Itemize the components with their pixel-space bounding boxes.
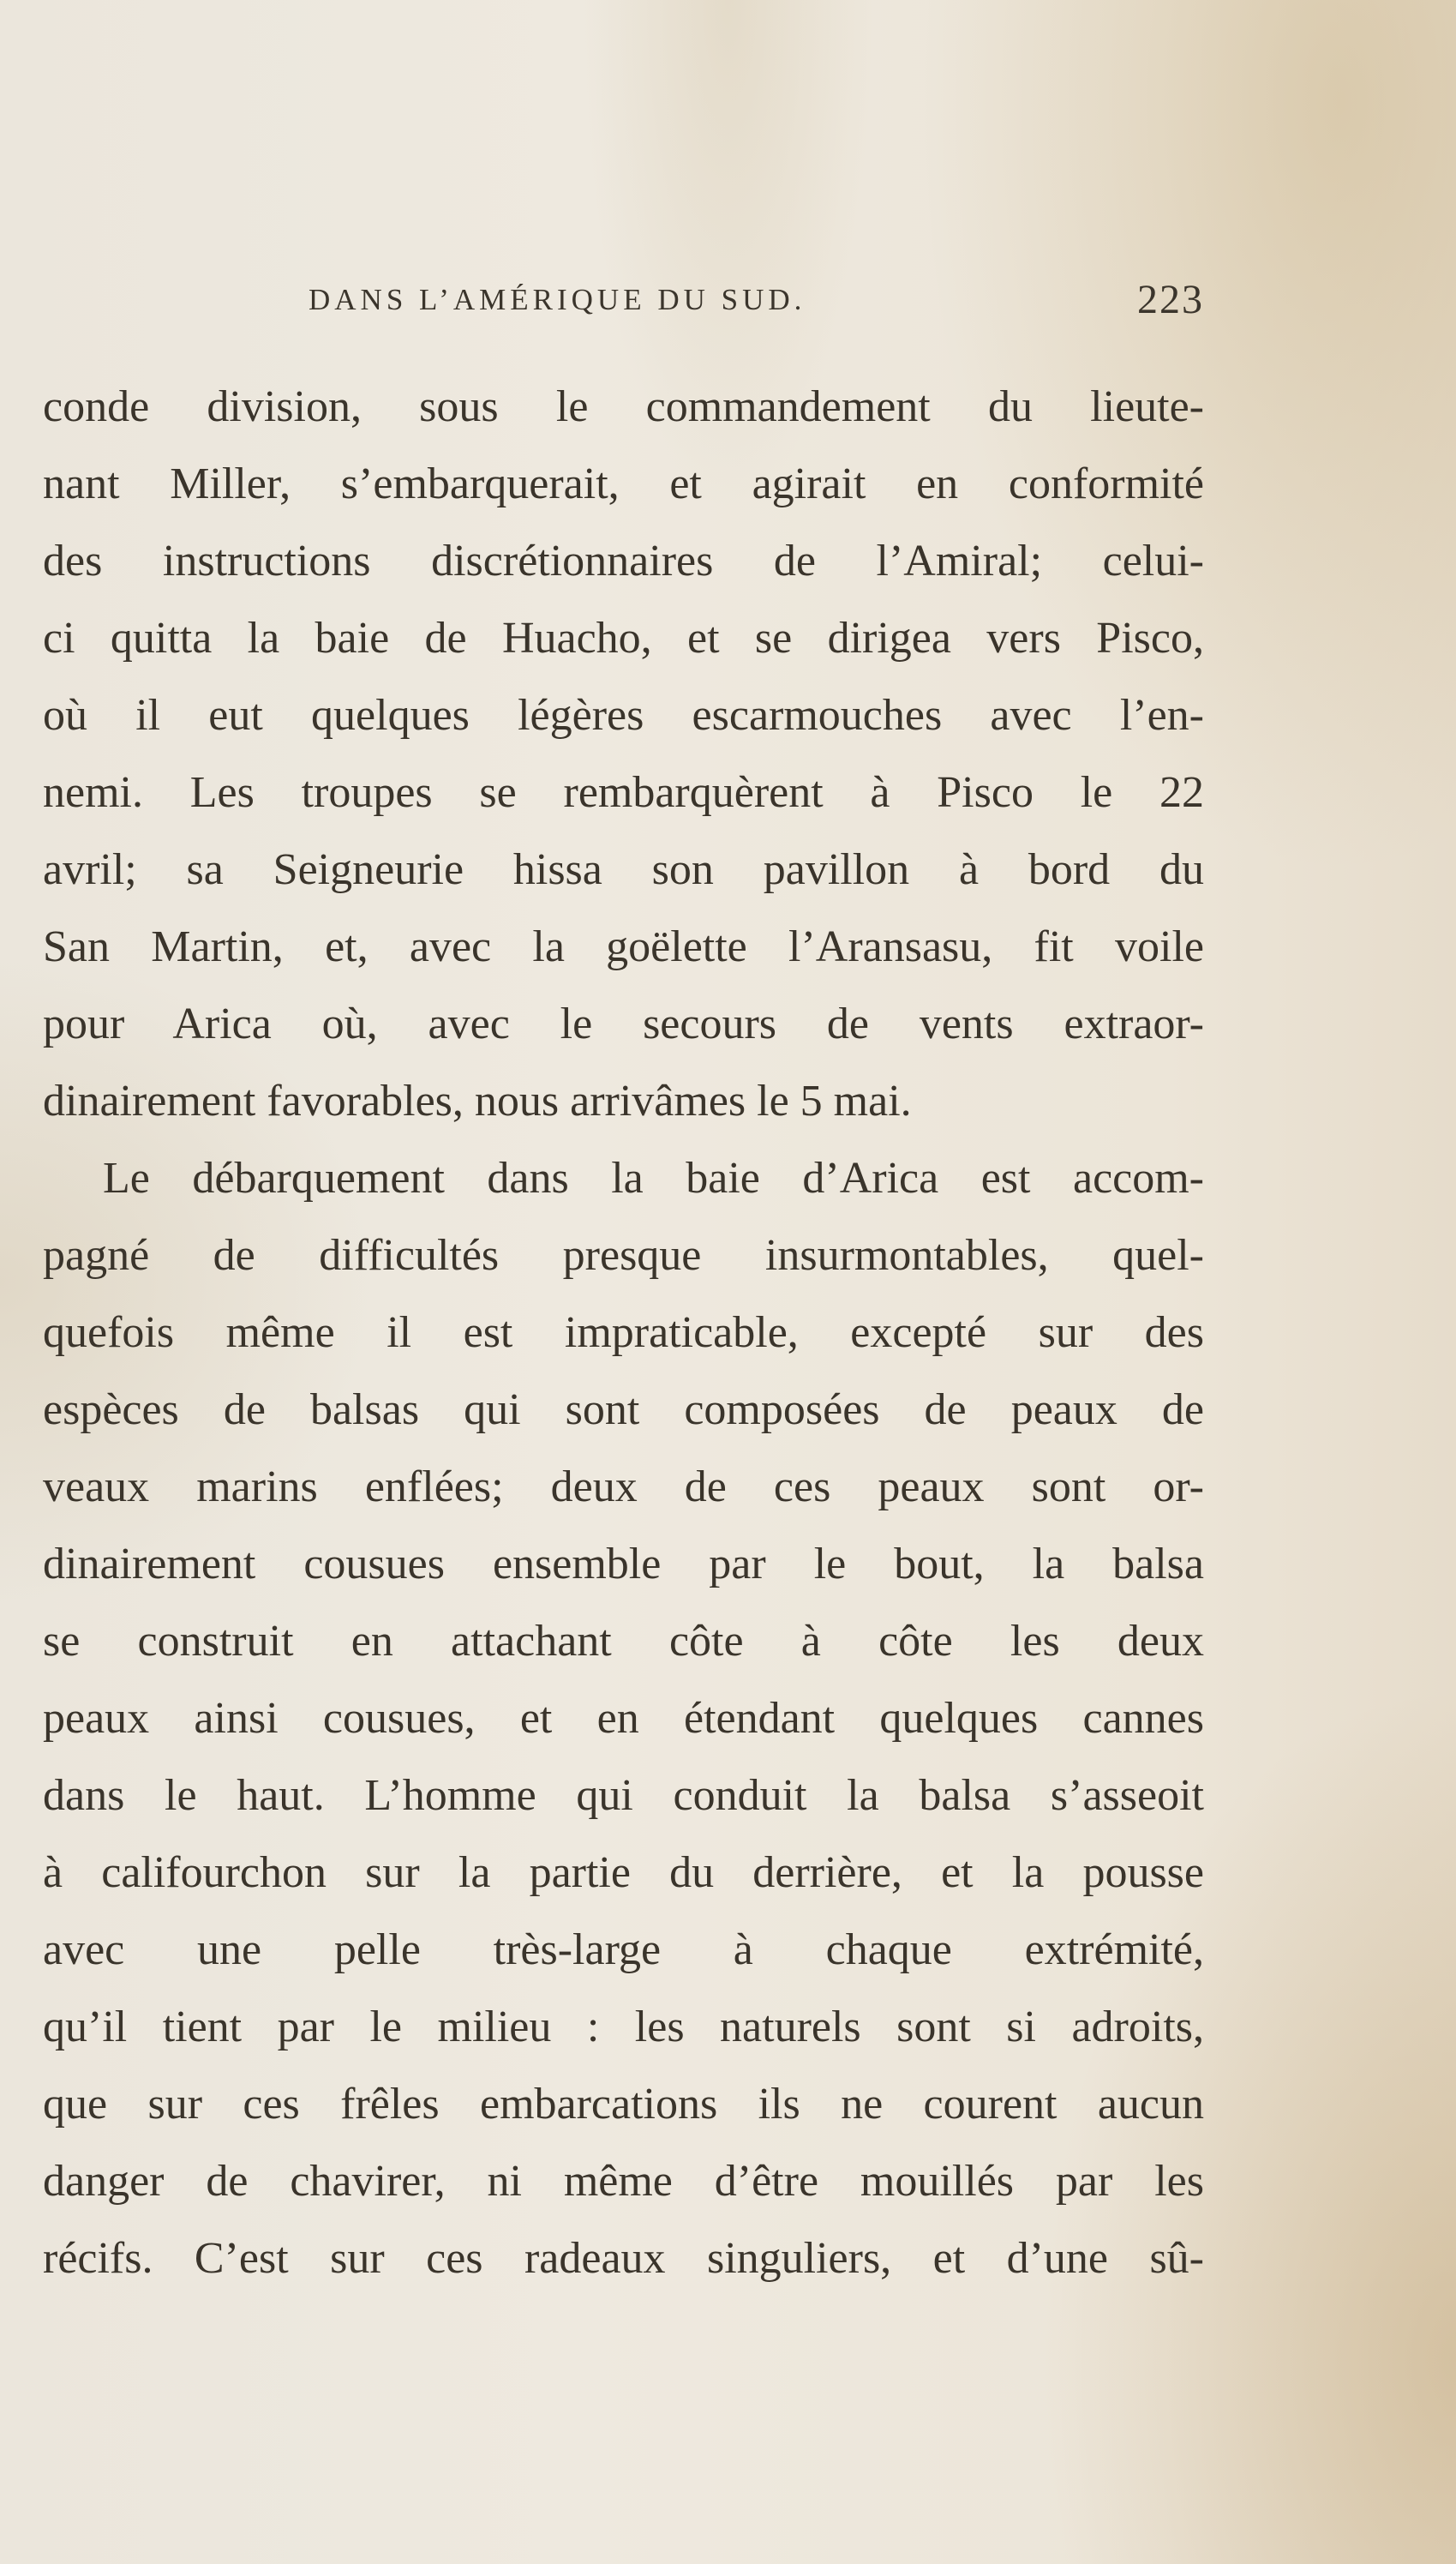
text-line: Le débarquement dans la baie d’Arica est accom-	[103, 1154, 1204, 1203]
body-text	[43, 369, 1204, 2297]
text-line: avril; sa Seigneurie hissa son pavillon à bord du	[43, 845, 1204, 894]
page-number: 223	[1137, 277, 1204, 322]
text-line: que sur ces frêles embarcations ils ne courent aucun	[43, 2080, 1204, 2129]
text-line: à califourchon sur la partie du derrière, et la pousse	[43, 1848, 1204, 1897]
text-line: danger de chavirer, ni même d’être mouillés par les	[43, 2157, 1204, 2206]
text-line: espèces de balsas qui sont composées de peaux de	[43, 1385, 1204, 1434]
text-line: peaux ainsi cousues, et en étendant quelques cannes	[43, 1694, 1204, 1743]
text-line: nant Miller, s’embarquerait, et agirait en conformité	[43, 459, 1204, 508]
text-line: des instructions discrétionnaires de l’Amiral; celui-	[43, 537, 1204, 585]
text-line: qu’il tient par le milieu : les naturels sont si adroits,	[43, 2003, 1204, 2051]
text-line: pour Arica où, avec le secours de vents extraor-	[43, 1000, 1204, 1048]
text-line: nemi. Les troupes se rembarquèrent à Pisco le 22	[43, 768, 1204, 817]
text-line: San Martin, et, avec la goëlette l’Aransasu, fit voile	[43, 922, 1204, 971]
text-line: où il eut quelques légères escarmouches avec l’en-	[43, 691, 1204, 740]
running-head: DANS L’AMÉRIQUE DU SUD.	[309, 283, 806, 316]
text-line: avec une pelle très-large à chaque extrémité,	[43, 1925, 1204, 1974]
text-line: dans le haut. L’homme qui conduit la balsa s’asseoit	[43, 1771, 1204, 1820]
text-line: ci quitta la baie de Huacho, et se dirigea vers Pisco,	[43, 614, 1204, 663]
text-line: quefois même il est impraticable, excepté sur des	[43, 1308, 1204, 1357]
page-header	[309, 276, 1204, 327]
text-line: se construit en attachant côte à côte les deux	[43, 1617, 1204, 1666]
text-line: conde division, sous le commandement du lieute-	[43, 382, 1204, 431]
text-line: dinairement cousues ensemble par le bout, la balsa	[43, 1540, 1204, 1588]
text-line: pagné de difficultés presque insurmontables, quel-	[43, 1231, 1204, 1280]
text-line: dinairement favorables, nous arrivâmes le 5 mai.	[43, 1077, 912, 1126]
text-line: veaux marins enflées; deux de ces peaux sont or-	[43, 1462, 1204, 1511]
text-line: récifs. C’est sur ces radeaux singuliers, et d’une sû-	[43, 2234, 1204, 2283]
